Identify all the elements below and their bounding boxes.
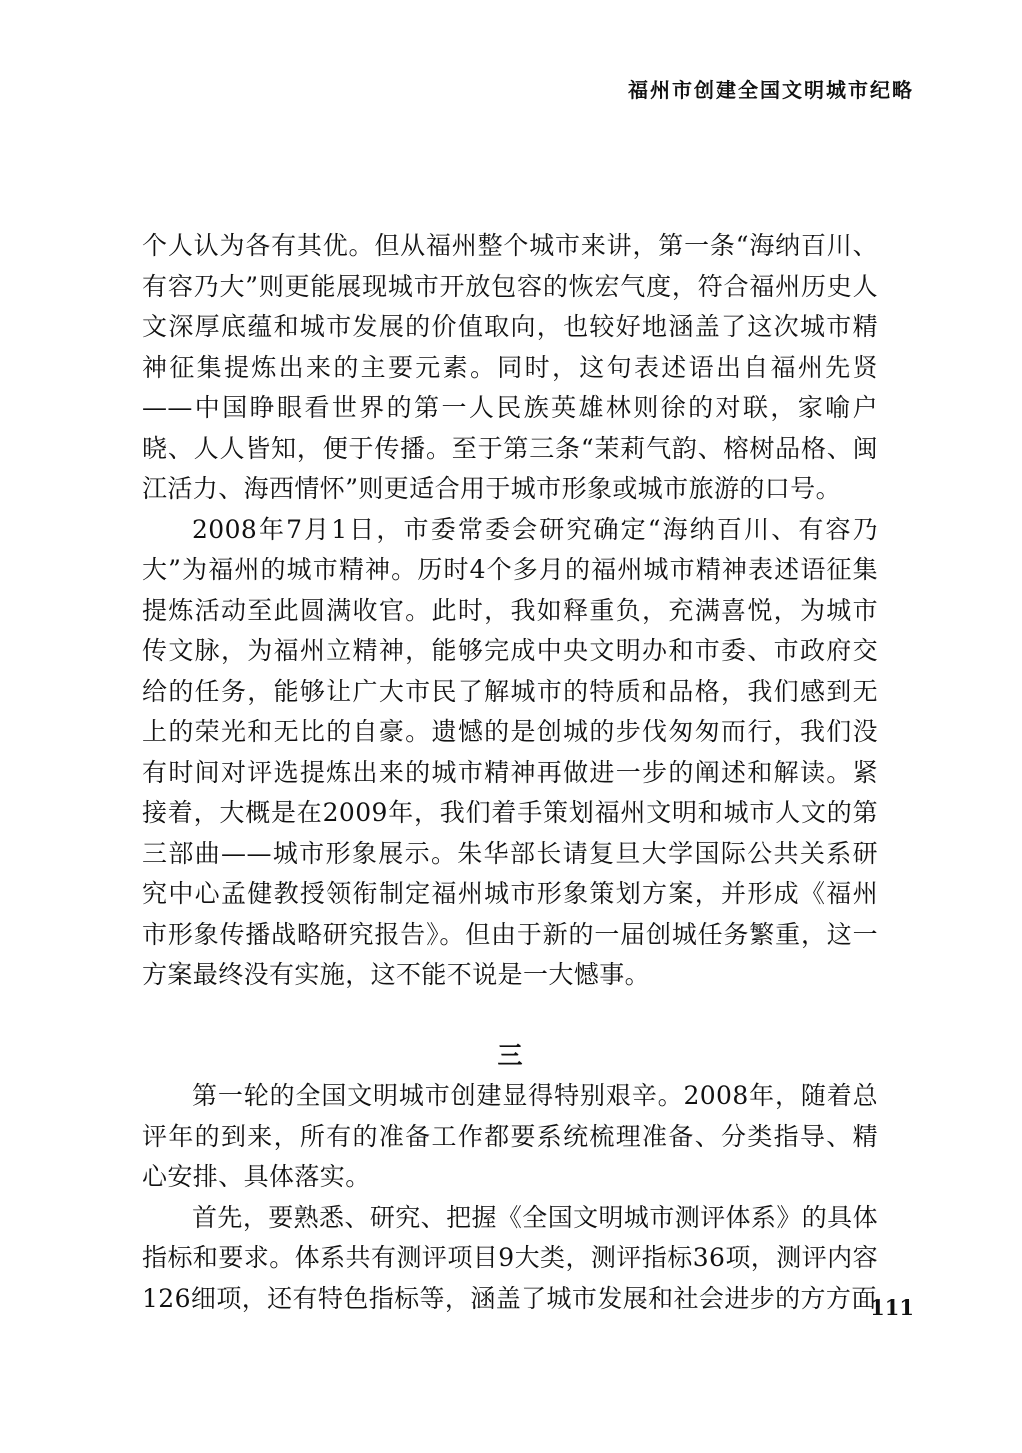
header-divider	[140, 117, 914, 118]
running-header-title: 福州市创建全国文明城市纪略	[628, 78, 914, 102]
paragraph-section-intro: 第一轮的全国文明城市创建显得特别艰辛。2008年，随着总评年的到来，所有的准备工作都要系统梳理准备、分类指导、精心安排、具体落实。	[142, 1081, 878, 1191]
paragraph-city-spirit: 2008年7月1日，市委常委会研究确定“海纳百川、有容乃大”为福州的城市精神。历时4个多月的福州城市精神表述语征集提炼活动至此圆满收官。此时，我如释重负，充满喜悦，为城市传文脉，为福州立精神，能够完成中央文明办和市委、市政府交给的任务，能够让广大市民了解城市的特质和品格，我们感到无上的荣光和无比的自豪。遗憾的是创城的步伐匆匆而行，我们没有时间对评选提炼出来的城市精神再做进一步的阐述和解读。紧接着，大概是在2009年，我们着手策划福州文明和城市人文的第三部曲——城市形象展示。朱华部长请复旦大学国际公共关系研究中心孟健教授领衔制定福州城市形象策划方案，并形成《福州市形象传播战略研究报告》。但由于新的一届创城任务繁重，这一方案最终没有实施，这不能不说是一大憾事。	[142, 514, 878, 989]
paragraph-section-first: 首先，要熟悉、研究、把握《全国文明城市测评体系》的具体指标和要求。体系共有测评项目9大类，测评指标36项，测评内容126细项，还有特色指标等，涵盖了城市发展和社会进步的方方面	[142, 1202, 878, 1313]
paragraph-continued: 个人认为各有其优。但从福州整个城市来讲，第一条“海纳百川、有容乃大”则更能展现城市开放包容的恢宏气度，符合福州历史人文深厚底蕴和城市发展的价值取向，也较好地涵盖了这次城市精神征集提炼出来的主要元素。同时，这句表述语出自福州先贤——中国睁眼看世界的第一人民族英雄林则徐的对联，家喻户晓、人人皆知，便于传播。至于第三条“茉莉气韵、榕树品格、闽江活力、海西情怀”则更适合用于城市形象或城市旅游的口号。	[142, 231, 878, 503]
section-heading: 三	[497, 1040, 523, 1070]
page-number: 111	[870, 1295, 914, 1320]
body-text	[142, 226, 878, 1319]
